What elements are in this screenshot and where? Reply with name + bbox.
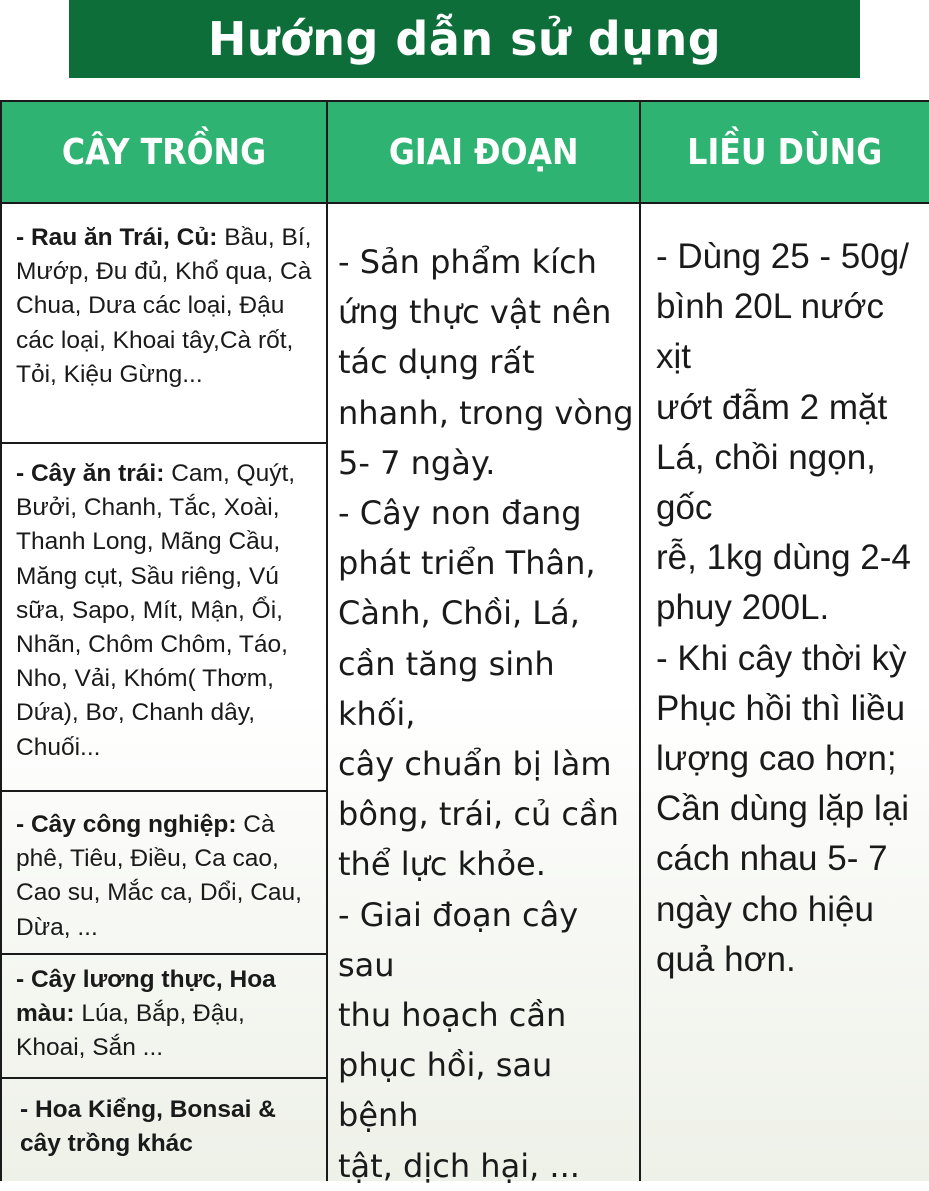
row-divider-3: [0, 953, 327, 955]
header-crop: [0, 102, 327, 204]
header-crop-label: CÂY TRỒNG: [61, 131, 266, 173]
usage-table: [0, 100, 929, 1185]
row-divider-1: [0, 442, 327, 444]
title-banner: [69, 0, 860, 78]
table-border-left: [0, 102, 2, 1181]
crop-label: - Hoa Kiểng, Bonsai & cây trồng khác: [20, 1096, 276, 1158]
header-dose-label: LIỀU DÙNG: [687, 131, 882, 173]
header-stage: [327, 102, 640, 204]
crop-label: - Cây công nghiệp:: [16, 811, 237, 838]
crop-text: Bầu, Bí, Mướp, Đu đủ, Khổ qua, Cà Chua, Dưa các loại, Đậu các loại, Khoai tây,Cà rốt, Tỏi, Kiệu Gừng...: [16, 224, 312, 388]
crop-label: - Cây ăn trái:: [16, 460, 165, 487]
crop-cell-food-crops: [16, 963, 316, 1066]
crop-cell-fruit-trees: [16, 457, 316, 765]
header-stage-label: GIAI ĐOẠN: [388, 131, 579, 173]
dose-text: - Dùng 25 - 50g/ bình 20L nước xịt ướt đẫm 2 mặt Lá, chồi ngọn, gốc rễ, 1kg dùng 2-4 phuy 200L. - Khi cây thời kỳ Phục hồi thì liều lượng cao hơn; Cần dùng lặp lại cách nhau 5- 7 ngày cho hiệu quả hơn.: [656, 237, 911, 979]
crop-text: Cà phê, Tiêu, Điều, Ca cao, Cao su, Mắc ca, Dổi, Cau, Dừa, ...: [16, 811, 302, 941]
column-divider-2: [639, 102, 641, 1181]
row-divider-2: [0, 790, 327, 792]
crop-label: - Rau ăn Trái, Củ:: [16, 224, 218, 251]
stage-text: - Sản phẩm kích ứng thực vật nên tác dụng rất nhanh, trong vòng 5- 7 ngày. - Cây non đang phát triển Thân, Cành, Chồi, Lá, cần tăng sinh khối, cây chuẩn bị làm bông, trái, củ cần thể lực khỏe. - Giai đoạn cây sau thu hoạch cần phục hồi, sau bệnh tật, dịch hại, ...: [338, 243, 634, 1185]
column-divider-1: [326, 102, 328, 1181]
crop-cell-ornamental: [20, 1093, 320, 1161]
crop-cell-industrial: [16, 808, 316, 945]
header-dose: [640, 102, 929, 204]
page-title: Hướng dẫn sử dụng: [207, 12, 722, 66]
crop-label: - Cây lương thực, Hoa màu:: [16, 966, 276, 1028]
crop-text: Cam, Quýt, Bưởi, Chanh, Tắc, Xoài, Thanh Long, Mãng Cầu, Măng cụt, Sầu riêng, Vú sữa, Sapo, Mít, Mận, Ổi, Nhãn, Chôm Chôm, Táo, Nho, Vải, Khóm( Thơm, Dứa), Bơ, Chanh dây, Chuối...: [16, 460, 296, 761]
crop-cell-vegetables: [16, 221, 316, 392]
crop-text: Lúa, Bắp, Đậu, Khoai, Sắn ...: [16, 1000, 245, 1062]
row-divider-4: [0, 1077, 327, 1079]
